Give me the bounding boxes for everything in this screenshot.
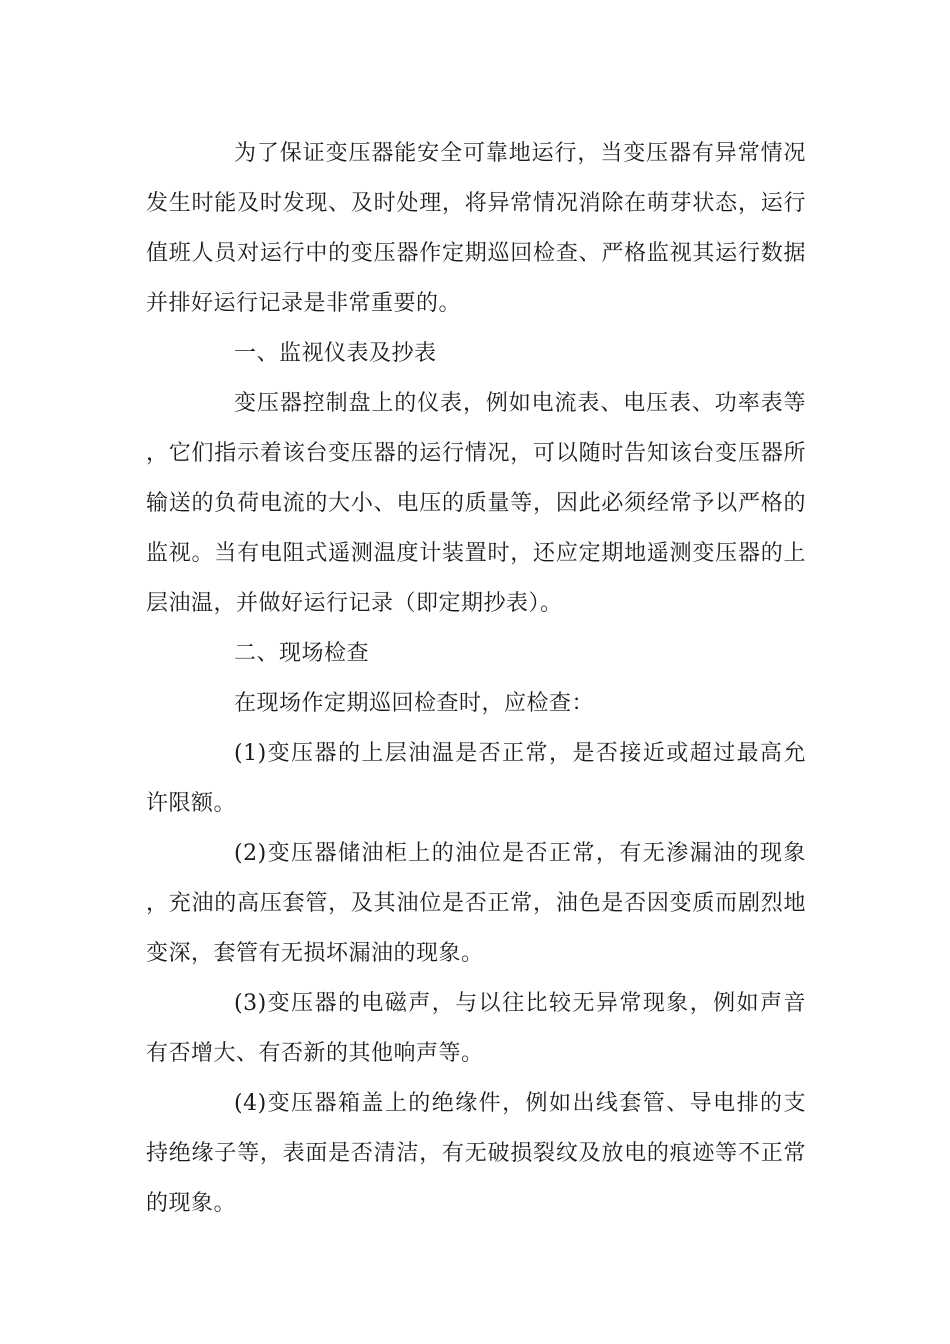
inspection-intro: 在现场作定期巡回检查时，应检查： xyxy=(234,691,595,716)
inspection-item-2: (2)变压器储油柜上的油位是否正常，有无渗漏油的现象，充油的高压套管，及其油位是否正常，油色是否因变质而剧烈地变深，套管有无损坏漏油的现象。 xyxy=(146,841,806,966)
inspection-item-4: (4)变压器箱盖上的绝缘件，例如出线套管、导电排的支持绝缘子等，表面是否清洁，有无破损裂纹及放电的痕迹等不正常的现象。 xyxy=(146,1091,806,1216)
inspection-item-3: (3)变压器的电磁声，与以往比较无异常现象，例如声音有否增大、有否新的其他响声等。 xyxy=(146,991,806,1066)
section-heading-inspection: 二、现场检查 xyxy=(234,641,370,666)
intro-paragraph: 为了保证变压器能安全可靠地运行，当变压器有异常情况发生时能及时发现、及时处理，将异常情况消除在萌芽状态，运行值班人员对运行中的变压器作定期巡回检查、严格监视其运行数据并排好运行记录是非常重要的。 xyxy=(146,141,806,316)
section-heading-monitoring: 一、监视仪表及抄表 xyxy=(234,341,437,366)
inspection-item-1: (1)变压器的上层油温是否正常，是否接近或超过最高允许限额。 xyxy=(146,741,806,816)
document-body xyxy=(146,129,806,1229)
monitoring-paragraph: 变压器控制盘上的仪表，例如电流表、电压表、功率表等，它们指示着该台变压器的运行情况，可以随时告知该台变压器所输送的负荷电流的大小、电压的质量等，因此必须经常予以严格的监视。当有电阻式遥测温度计装置时，还应定期地遥测变压器的上层油温，并做好运行记录（即定期抄表）。 xyxy=(146,391,806,616)
